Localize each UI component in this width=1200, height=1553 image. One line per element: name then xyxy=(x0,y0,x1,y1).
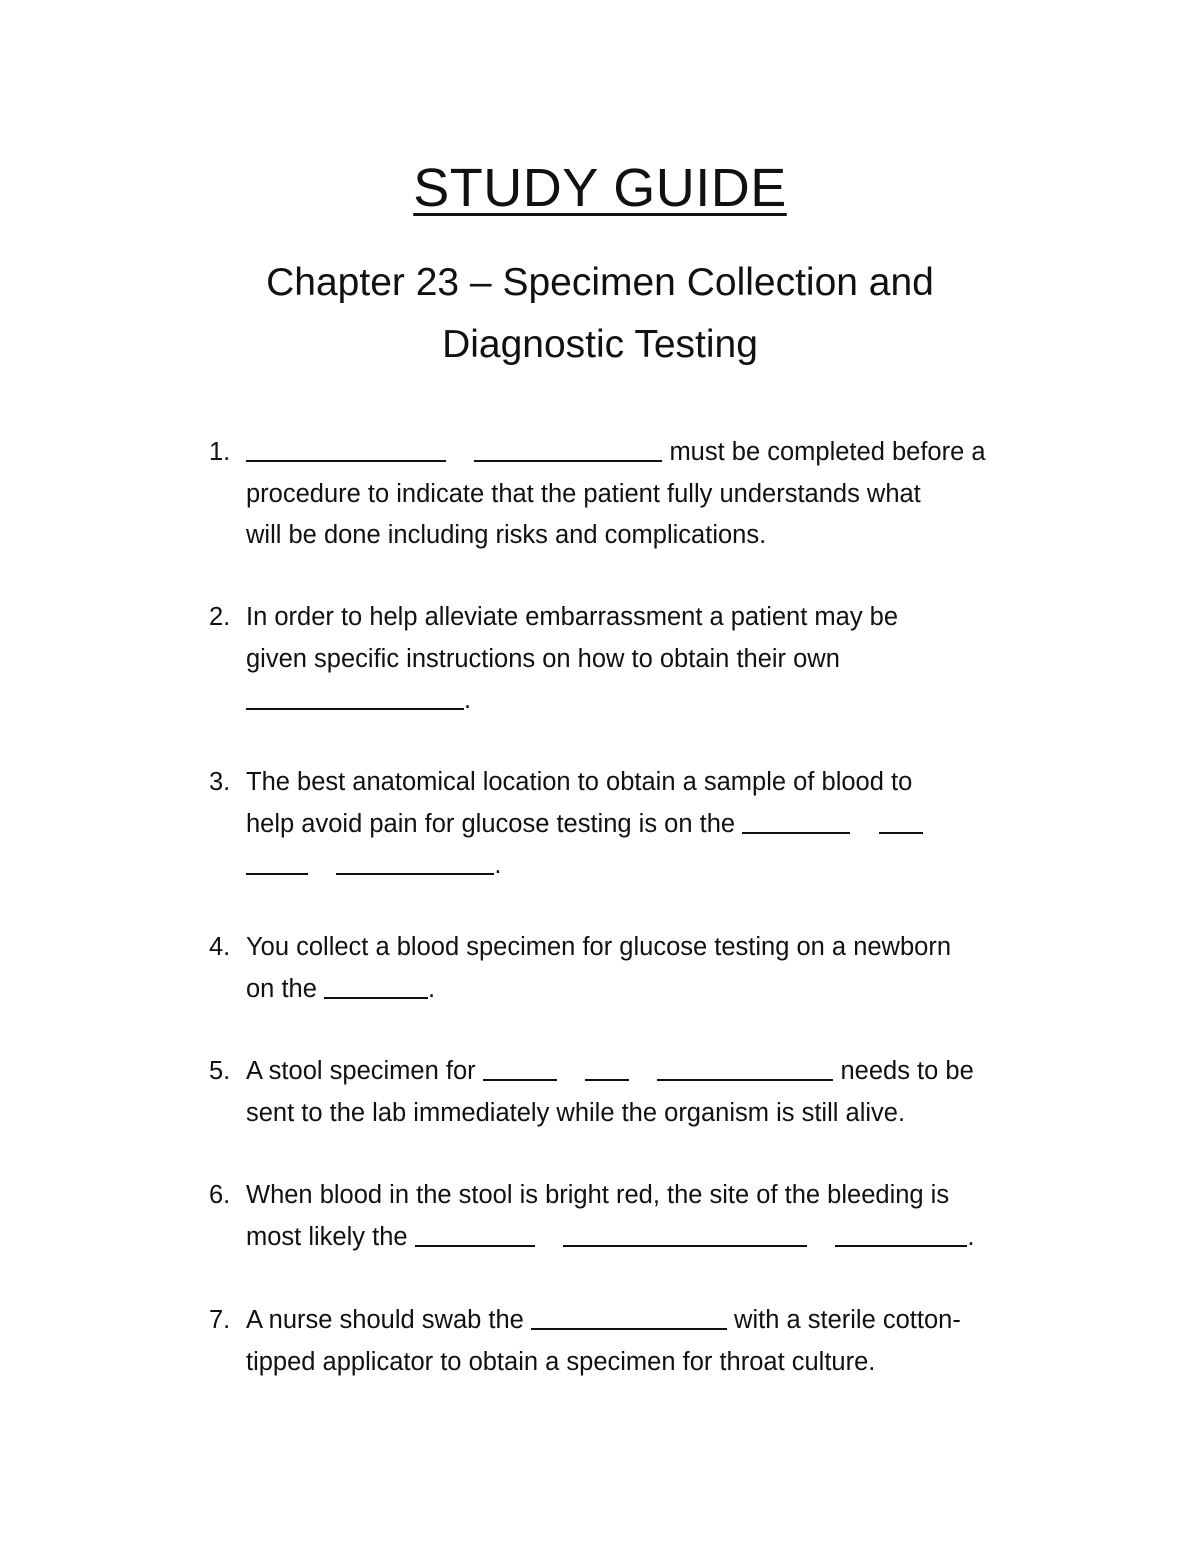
answer-blank[interactable] xyxy=(474,434,662,462)
question-text-segment: A nurse should swab the xyxy=(246,1306,524,1334)
answer-blank[interactable] xyxy=(742,806,850,834)
question-line xyxy=(246,804,1056,846)
page-title: STUDY GUIDE xyxy=(413,158,787,218)
question-line: will be done including risks and complications. xyxy=(246,521,767,549)
answer-blank[interactable] xyxy=(246,434,446,462)
chapter-subtitle xyxy=(200,252,1000,376)
question-text-segment: . xyxy=(428,974,436,1003)
question-text-segment: . xyxy=(967,1222,975,1251)
question-number: 2. xyxy=(209,603,231,631)
answer-blank[interactable] xyxy=(835,1219,967,1247)
question-number: 1. xyxy=(209,438,231,466)
subtitle-line-1: Chapter 23 – Specimen Collection and xyxy=(266,261,934,304)
question-number: 7. xyxy=(209,1306,231,1334)
question-text-segment: needs to be xyxy=(840,1057,974,1085)
answer-blank[interactable] xyxy=(336,847,494,875)
question-line: given specific instructions on how to obtain their own xyxy=(246,644,840,673)
question-number: 6. xyxy=(209,1181,231,1209)
question-text xyxy=(246,597,1056,722)
question-line xyxy=(246,1217,1056,1259)
answer-blank[interactable] xyxy=(585,1053,629,1081)
question-number: 3. xyxy=(209,768,231,796)
question-line xyxy=(246,1300,1056,1342)
question-line xyxy=(246,1051,1056,1093)
answer-blank[interactable] xyxy=(246,847,308,875)
question-text-segment: must be completed before a xyxy=(669,438,986,466)
question-text xyxy=(246,1300,1056,1383)
question-text-segment: help avoid pain for glucose testing is on the xyxy=(246,809,736,838)
question-text-segment: . xyxy=(494,851,502,879)
question-text xyxy=(246,1175,1056,1258)
answer-blank[interactable] xyxy=(879,806,923,834)
answer-blank[interactable] xyxy=(324,971,428,999)
answer-blank[interactable] xyxy=(415,1219,535,1247)
question-text-segment: with a sterile cotton- xyxy=(734,1306,961,1334)
answer-blank[interactable] xyxy=(483,1053,557,1081)
question-text-segment: most likely the xyxy=(246,1222,408,1251)
question-line xyxy=(246,969,1056,1011)
question-number: 4. xyxy=(209,933,231,961)
answer-blank[interactable] xyxy=(657,1053,833,1081)
question-line xyxy=(246,432,1056,474)
question-text xyxy=(246,927,1056,1010)
question-line xyxy=(246,680,1056,722)
question-text xyxy=(246,1051,1056,1134)
question-line: tipped applicator to obtain a specimen for throat culture. xyxy=(246,1347,876,1376)
answer-blank[interactable] xyxy=(563,1219,807,1247)
question-line: sent to the lab immediately while the organism is still alive. xyxy=(246,1098,906,1127)
answer-blank[interactable] xyxy=(246,682,464,710)
question-line: procedure to indicate that the patient fully understands what xyxy=(246,479,921,508)
question-line: You collect a blood specimen for glucose testing on a newborn xyxy=(246,933,952,961)
question-line xyxy=(246,845,1056,887)
question-text xyxy=(246,762,1056,887)
question-text-segment: on the xyxy=(246,974,317,1003)
question-line: When blood in the stool is bright red, the site of the bleeding is xyxy=(246,1181,950,1209)
answer-blank[interactable] xyxy=(531,1302,727,1330)
question-text xyxy=(246,432,1056,557)
question-number: 5. xyxy=(209,1057,231,1085)
question-line: The best anatomical location to obtain a sample of blood to xyxy=(246,768,913,796)
question-text-segment: . xyxy=(464,686,472,714)
question-text-segment: A stool specimen for xyxy=(246,1057,476,1085)
question-line: In order to help alleviate embarrassment a patient may be xyxy=(246,603,899,631)
subtitle-line-2: Diagnostic Testing xyxy=(442,323,758,366)
